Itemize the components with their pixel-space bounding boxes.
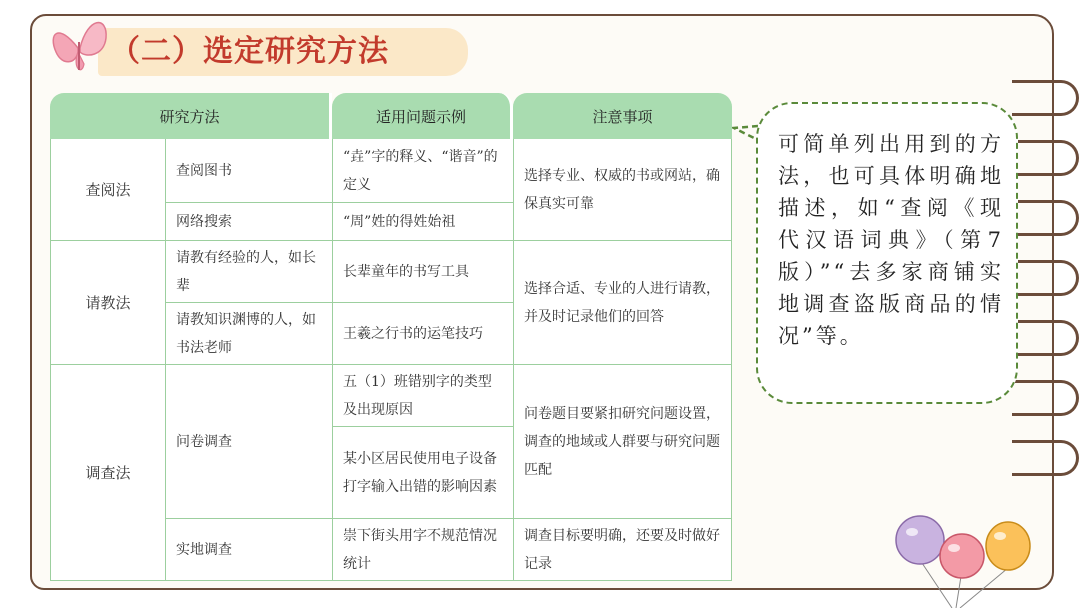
ring-icon: [1012, 80, 1079, 116]
example-cell: 崇下街头用字不规范情况统计: [332, 519, 513, 581]
example-cell: 五（1）班错别字的类型及出现原因: [332, 365, 513, 427]
ring-icon: [1012, 440, 1079, 476]
table-header-row: [50, 93, 732, 139]
note-cell: 选择合适、专业的人进行请教，并及时记录他们的回答: [513, 241, 732, 365]
header-notes: 注意事项: [513, 93, 732, 139]
example-cell: “周”姓的得姓始祖: [332, 203, 513, 241]
sub-method-cell: 实地调查: [165, 519, 332, 581]
method-cell: 请教法: [50, 241, 165, 365]
table-row: [50, 365, 732, 427]
example-cell: 长辈童年的书写工具: [332, 241, 513, 303]
sub-method-cell: 查阅图书: [165, 139, 332, 203]
header-method: 研究方法: [50, 93, 332, 139]
methods-table: [50, 93, 732, 581]
tip-callout-text: 可简单列出用到的方法，也可具体明确地描述，如“查阅《现代汉语词典》（第7版）”“去多家商铺实地调查盗版商品的情况”等。: [778, 132, 1004, 348]
ring-icon: [1012, 200, 1079, 236]
method-cell: 查阅法: [50, 139, 165, 241]
ring-icon: [1012, 140, 1079, 176]
note-cell: 选择专业、权威的书或网站，确保真实可靠: [513, 139, 732, 241]
note-cell: 问卷题目要紧扣研究问题设置，调查的地域或人群要与研究问题匹配: [513, 365, 732, 519]
example-cell: 某小区居民使用电子设备打字输入出错的影响因素: [332, 427, 513, 519]
sub-method-cell: 请教有经验的人，如长辈: [165, 241, 332, 303]
notebook-rings: [1012, 50, 1080, 510]
balloons-icon: [890, 512, 1040, 608]
method-cell: 调查法: [50, 365, 165, 581]
sub-method-cell: 问卷调查: [165, 365, 332, 519]
ring-icon: [1012, 260, 1079, 296]
sub-method-cell: 请教知识渊博的人，如书法老师: [165, 303, 332, 365]
table-row: [50, 241, 732, 303]
butterfly-icon: [48, 12, 114, 78]
ring-icon: [1012, 380, 1079, 416]
sub-method-cell: 网络搜索: [165, 203, 332, 241]
note-cell: 调查目标要明确，还要及时做好记录: [513, 519, 732, 581]
example-cell: “垚”字的释义、“谐音”的定义: [332, 139, 513, 203]
page-title: （二）选定研究方法: [110, 34, 389, 69]
header-example: 适用问题示例: [332, 93, 513, 139]
example-cell: 王羲之行书的运笔技巧: [332, 303, 513, 365]
table-row: [50, 139, 732, 203]
ring-icon: [1012, 320, 1079, 356]
